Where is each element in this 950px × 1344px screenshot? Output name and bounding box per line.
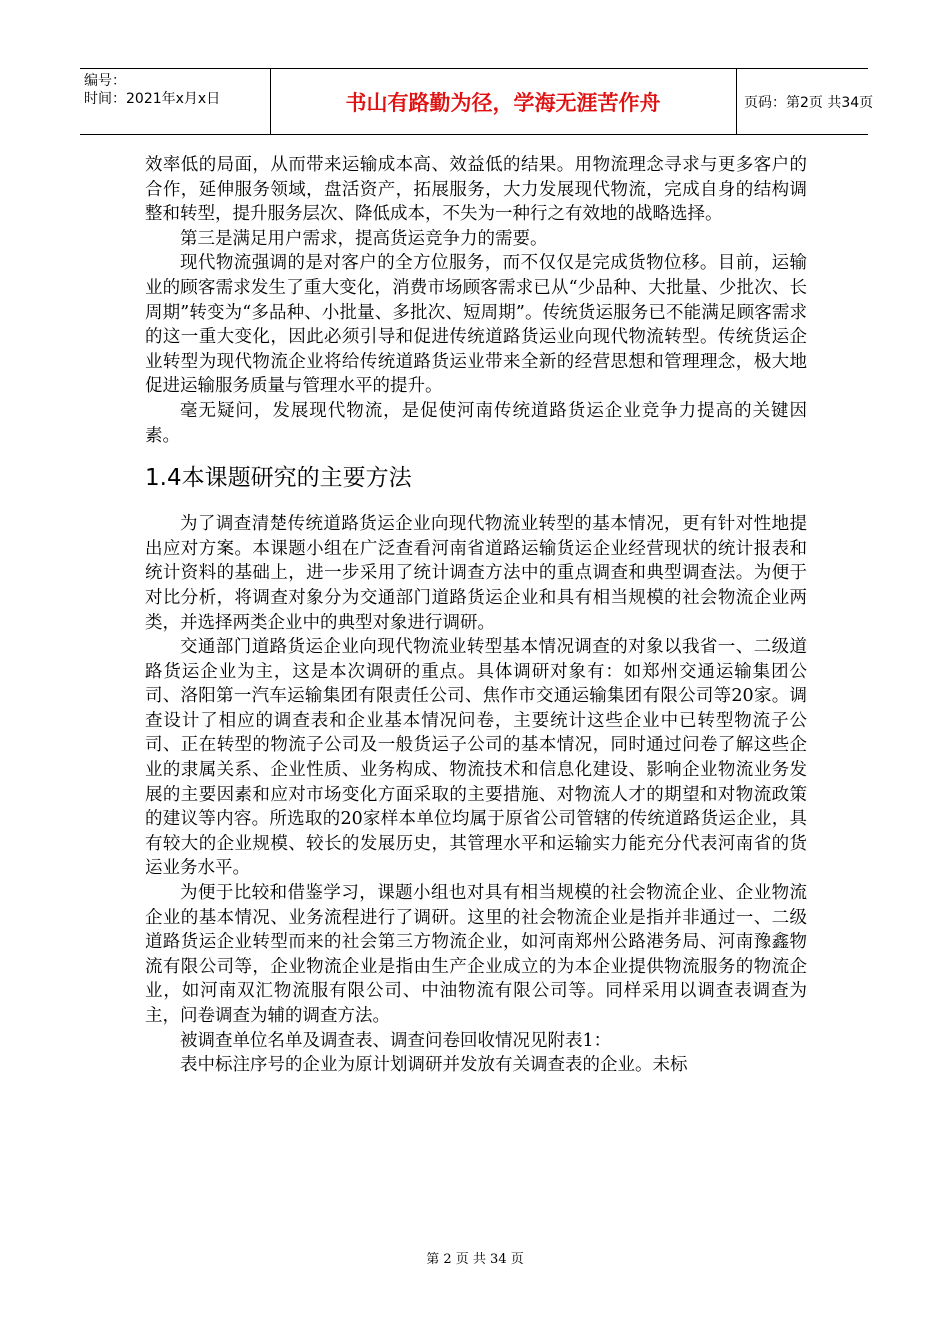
paragraph: 交通部门道路货运企业向现代物流业转型基本情况调查的对象以我省一、二级道路货运企业为主，这是本次调研的重点。具体调研对象有：如郑州交通运输集团公司、洛阳第一汽车运输集团有限责任公司、焦作市交通运输集团有限公司等20家。调查设计了相应的调查表和企业基本情况问卷，主要统计这些企业中已转型物流子公司、正在转型的物流子公司及一般货运子公司的基本情况，同时通过问卷了解这些企业的隶属关系、企业性质、业务构成、物流技术和信息化建设、影响企业物流业务发展的主要因素和应对市场变化方面采取的主要措施、对物流人才的期望和对物流政策的建议等内容。所选取的20家样本单位均属于原省公司管辖的传统道路货运企业，具有较大的企业规模、较长的发展历史，其管理水平和运输实力能充分代表河南省的货运业务水平。 <box>145 637 807 879</box>
paragraph: 为便于比较和借鉴学习，课题小组也对具有相当规模的社会物流企业、企业物流企业的基本情况、业务流程进行了调研。这里的社会物流企业是指并非通过一、二级道路货运企业转型而来的社会第三方物流企业，如河南郑州公路港务局、河南豫鑫物流有限公司等，企业物流企业是指由生产企业成立的为本企业提供物流服务的物流企业，如河南双汇物流服有限公司、中油物流有限公司等。同样采用以调查表调查为主，问卷调查为辅的调查方法。 <box>145 883 807 1026</box>
paragraph: 毫无疑问，发展现代物流，是促使河南传统道路货运企业竞争力提高的关键因素。 <box>145 400 807 446</box>
page-footer: 第 2 页 共 34 页 <box>426 1252 524 1267</box>
paragraph: 为了调查清楚传统道路货运企业向现代物流业转型的基本情况，更有针对性地提出应对方案。本课题小组在广泛查看河南省道路运输货运企业经营现状的统计报表和统计资料的基础上，进一步采用了统计调查方法中的重点调查和典型调查法。为便于对比分析，将调查对象分为交通部门道路货运企业和具有相当规模的社会物流企业两类，并选择两类企业中的典型对象进行调研。 <box>145 514 807 633</box>
paragraph: 效率低的局面，从而带来运输成本高、效益低的结果。用物流理念寻求与更多客户的合作，延伸服务领域，盘活资产，拓展服务，大力发展现代物流，完成自身的结构调整和转型，提升服务层次、降低成本，不失为一种行之有效地的战略选择。 <box>145 155 807 225</box>
paragraph: 被调查单位名单及调查表、调查问卷回收情况见附表1： <box>180 1030 612 1051</box>
header-motto: 书山有路勤为径，学海无涯苦作舟 <box>270 69 737 134</box>
header-meta <box>80 69 271 134</box>
document-number: 编号： <box>84 73 126 89</box>
header-page-info: 页码：第2页 共34页 <box>744 94 874 111</box>
paragraph: 第三是满足用户需求，提高货运竞争力的需要。 <box>180 228 548 249</box>
paragraph: 现代物流强调的是对客户的全方位服务，而不仅仅是完成货物位移。目前，运输业的顾客需求发生了重大变化，消费市场顾客需求已从“少品种、大批量、少批次、长周期”转变为“多品种、小批量、多批次、短周期”。传统货运服务已不能满足顾客需求的这一重大变化，因此必须引导和促进传统道路货运业向现代物流转型。传统货运企业转型为现代物流企业将给传统道路货运业带来全新的经营思想和管理理念，极大地促进运输服务质量与管理水平的提升。 <box>145 253 807 397</box>
document-time: 时间：2021年x月x日 <box>84 91 221 107</box>
section-heading: 1.4本课题研究的主要方法 <box>145 465 412 492</box>
paragraph: 表中标注序号的企业为原计划调研并发放有关调查表的企业。未标 <box>180 1055 688 1076</box>
document-body <box>145 153 807 1078</box>
page-header <box>80 68 874 135</box>
